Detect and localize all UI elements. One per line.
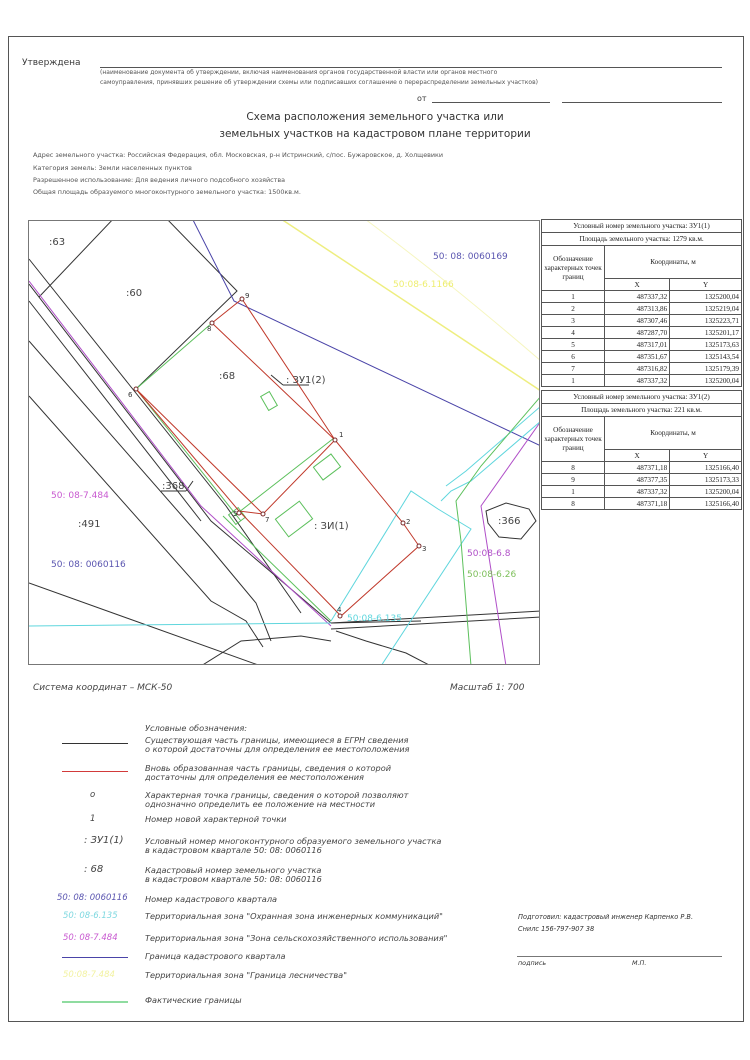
point-label-7: 7 [265, 516, 270, 524]
legend-point-symbol-icon: o [90, 790, 96, 800]
legend-text-zu: Условный номер многоконтурного образуемого земельного участка в кадастровом квартале 50: 08: 0060116 [145, 836, 442, 855]
cell-x: 487307,46 [605, 315, 670, 327]
table-row [542, 486, 742, 498]
legend-text-parcel-number: Кадастровый номер земельного участка в кадастровом квартале 50: 08: 0060116 [145, 865, 322, 884]
date-label: от [417, 94, 427, 103]
engineering-zone-label: 50:08-6.135 [347, 614, 402, 624]
info-address: Адрес земельного участка: Российская Федерация, обл. Московская, р-н Истринский, с/пос. Бужаровское, д. Холщевики [33, 151, 444, 159]
table-row [542, 462, 742, 474]
point-marker-1 [333, 438, 337, 442]
cell-point: 5 [542, 339, 605, 351]
cell-y: 1325179,39 [670, 363, 742, 375]
table-row [542, 315, 742, 327]
point-marker-2 [401, 521, 405, 525]
legend-engineering-zone-symbol: 50: 08-6.135 [63, 911, 118, 921]
cell-y: 1325166,40 [670, 498, 742, 510]
column-point-header: Обозначение характерных точек границ [542, 417, 605, 462]
cell-y: 1325166,40 [670, 462, 742, 474]
legend-existing-boundary-swatch [62, 743, 128, 744]
approved-fill-line [100, 67, 722, 68]
legend-point-number-symbol: 1 [90, 814, 96, 824]
cell-x: 487377,35 [605, 474, 670, 486]
coordinates-table-zu1-1 [541, 219, 742, 387]
column-x-header: X [605, 279, 670, 291]
legend-text-forest-zone: Территориальная зона "Граница лесничества" [145, 970, 347, 980]
point-marker-3 [417, 544, 421, 548]
forest-zone-line [269, 221, 540, 391]
table-row [542, 327, 742, 339]
prepared-by: Подготовил: кадастровый инженер Карпенко Р.В. [518, 913, 694, 921]
cell-x: 487337,32 [605, 375, 670, 387]
legend-text-quarter-number: Номер кадастрового квартала [145, 894, 278, 904]
cell-x: 487317,01 [605, 339, 670, 351]
table-title: Условный номер земельного участка: ЗУ1(1) [542, 220, 742, 233]
approved-note-line2: самоуправления, принявших решение об утверждении схемы или подписавших соглашение о перераспределении земельных участков) [100, 79, 538, 86]
point-label-3: 3 [422, 545, 427, 553]
table-row [542, 351, 742, 363]
cell-point: 1 [542, 375, 605, 387]
legend-text-existing: Существующая часть границы, имеющиеся в ЕГРН сведения о которой достаточны для определения ее местоположения [145, 735, 410, 754]
point-label-1: 1 [339, 431, 344, 439]
agri-zone-label: 50: 08-7.484 [51, 491, 109, 501]
legend-zu-symbol: : ЗУ1(1) [84, 835, 124, 846]
zone-label-6-26: 50:08-6.26 [467, 570, 517, 580]
cell-point: 1 [542, 486, 605, 498]
legend-new-boundary-swatch [62, 771, 128, 772]
point-label-4: 4 [337, 606, 342, 614]
point-marker-5 [237, 511, 241, 515]
table-area: Площадь земельного участка: 1279 кв.м. [542, 233, 742, 246]
cell-point: 4 [542, 327, 605, 339]
legend-quarter-number-symbol: 50: 08: 0060116 [57, 893, 128, 903]
legend-text-agri-zone: Территориальная зона "Зона сельскохозяйственного использования" [145, 933, 448, 943]
info-category: Категория земель: Земли населенных пунктов [33, 164, 192, 172]
cell-point: 2 [542, 303, 605, 315]
point-label-2: 2 [406, 518, 411, 526]
cell-y: 1325200,04 [670, 375, 742, 387]
cell-point: 6 [542, 351, 605, 363]
engineering-zone-line-3 [441, 421, 540, 501]
legend-agri-zone-symbol: 50: 08-7.484 [63, 933, 118, 943]
cell-y: 1325173,33 [670, 474, 742, 486]
table-row [542, 474, 742, 486]
column-x-header: X [605, 450, 670, 462]
map-drawing [29, 221, 540, 665]
document-title-line1: Схема расположения земельного участка или [246, 111, 504, 123]
legend-text-point-number: Номер новой характерной точки [145, 814, 287, 824]
forest-zone-line-2 [361, 221, 540, 361]
existing-boundaries [29, 221, 540, 665]
table-row [542, 375, 742, 387]
approved-label: Утверждена [22, 58, 81, 68]
cell-x: 487337,32 [605, 291, 670, 303]
cell-y: 1325200,04 [670, 486, 742, 498]
cell-x: 487371,18 [605, 462, 670, 474]
table-area: Площадь земельного участка: 221 кв.м. [542, 404, 742, 417]
cell-point: 1 [542, 291, 605, 303]
cell-y: 1325143,54 [670, 351, 742, 363]
boundary-points [134, 297, 421, 618]
cell-point: 3 [542, 315, 605, 327]
point-marker-9 [240, 297, 244, 301]
parcel-label-368: :368 [162, 481, 185, 492]
info-total-area: Общая площадь образуемого многоконтурного земельного участка: 1500кв.м. [33, 188, 301, 196]
point-label-9: 9 [245, 292, 250, 300]
column-point-header: Обозначение характерных точек границ [542, 246, 605, 291]
legend-text-point: Характерная точка границы, сведения о которой позволяют однозначно определить ее положение на местности [145, 790, 409, 809]
legend-parcel-number-symbol: : 68 [84, 864, 104, 875]
stamp-label: М.П. [632, 959, 647, 967]
coordinate-system: Система координат – МСК-50 [33, 683, 173, 693]
cell-y: 1325219,04 [670, 303, 742, 315]
map-scale: Масштаб 1: 700 [450, 683, 525, 693]
legend-forest-zone-symbol: 50:08-7.484 [63, 970, 115, 980]
legend-text-engineering-zone: Территориальная зона "Охранная зона инженерных коммуникаций" [145, 911, 443, 921]
engineering-zone-line-4 [446, 406, 540, 486]
cell-point: 8 [542, 462, 605, 474]
cell-x: 487351,67 [605, 351, 670, 363]
table-row [542, 363, 742, 375]
table-row [542, 291, 742, 303]
cell-y: 1325173,63 [670, 339, 742, 351]
parcel-label-491: :491 [78, 519, 101, 530]
cell-y: 1325223,71 [670, 315, 742, 327]
agri-zone-line-2 [481, 421, 540, 665]
column-y-header: Y [670, 450, 742, 462]
column-coords-header: Координаты, м [605, 417, 742, 450]
cell-y: 1325200,04 [670, 291, 742, 303]
cell-y: 1325201,17 [670, 327, 742, 339]
legend-text-new: Вновь образованная часть границы, сведения о которой достаточны для определения ее местоположения [145, 763, 392, 782]
cell-x: 487337,32 [605, 486, 670, 498]
point-marker-4 [338, 614, 342, 618]
legend-actual-boundary-swatch [62, 1001, 128, 1003]
cell-x: 487371,18 [605, 498, 670, 510]
info-usage: Разрешенное использование: Для ведения личного подсобного хозяйства [33, 176, 286, 184]
zu1-2-label: : ЗУ1(2) [286, 375, 326, 386]
parcel-label-60: :60 [126, 288, 143, 299]
coordinates-table-zu1-2 [541, 390, 742, 510]
column-y-header: Y [670, 279, 742, 291]
number-fill-line [562, 102, 722, 103]
cell-point: 8 [542, 498, 605, 510]
cell-x: 487287,70 [605, 327, 670, 339]
approved-note-line1: (наименование документа об утверждении, включая наименования органов государственной власти или органов местного [100, 69, 498, 76]
signature-label: подпись [518, 959, 547, 967]
quarter-label-0060116: 50: 08: 0060116 [51, 560, 126, 570]
quarter-label-0060169: 50: 08: 0060169 [433, 252, 508, 262]
zu1-1-label: : ЗИ(1) [314, 521, 349, 532]
column-coords-header: Координаты, м [605, 246, 742, 279]
engineering-zone-line-1 [29, 623, 331, 626]
point-marker-6 [134, 387, 138, 391]
cell-x: 487316,82 [605, 363, 670, 375]
engineering-zone-line-2 [331, 491, 471, 665]
legend-text-quarter-boundary: Граница кадастрового квартала [145, 951, 286, 961]
table-row [542, 339, 742, 351]
table-row [542, 303, 742, 315]
cell-point: 7 [542, 363, 605, 375]
point-label-8: 8 [207, 325, 212, 333]
snils: Снилс 156-797-907 38 [518, 925, 595, 933]
zone-label-6-8: 50:08-6.8 [467, 549, 511, 559]
cadastral-map [28, 220, 540, 665]
table-row [542, 498, 742, 510]
cell-x: 487313,86 [605, 303, 670, 315]
cell-point: 9 [542, 474, 605, 486]
parcel-label-366: :366 [498, 516, 521, 527]
legend-quarter-boundary-swatch [62, 957, 128, 958]
agri-zone-line-1 [29, 281, 331, 626]
parcel-label-63: :63 [49, 237, 66, 248]
document-title-line2: земельных участков на кадастровом плане территории [219, 128, 531, 140]
legend-text-actual-boundary: Фактические границы [145, 995, 242, 1005]
legend-title: Условные обозначения: [145, 723, 248, 733]
forest-zone-label: 50:08-6.1166 [393, 280, 454, 290]
parcel-label-68: :68 [219, 371, 236, 382]
date-fill-line [432, 102, 550, 103]
point-label-6: 6 [128, 391, 133, 399]
point-label-5: 5 [233, 510, 238, 518]
signature-line [517, 956, 722, 957]
table-title: Условный номер земельного участка: ЗУ1(2) [542, 391, 742, 404]
